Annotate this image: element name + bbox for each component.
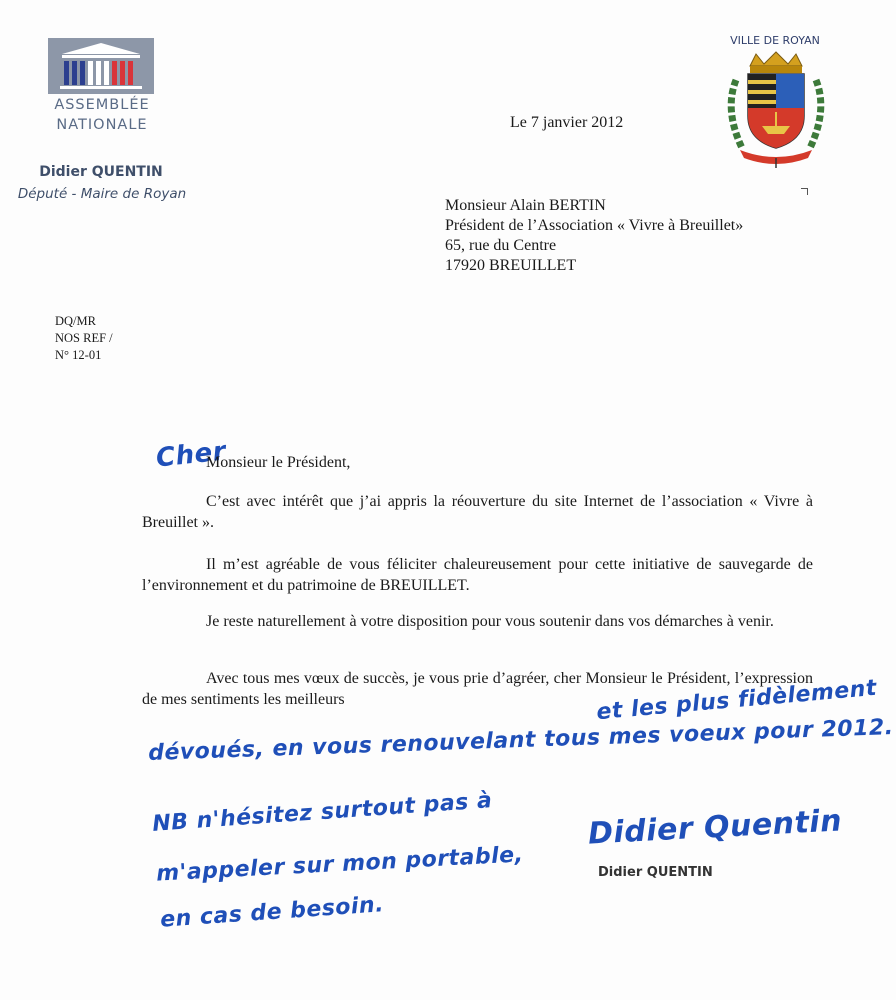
recipient-title: Président de l’Association « Vivre à Breuillet» (445, 217, 744, 234)
fold-mark (801, 188, 808, 195)
reference-block (55, 313, 113, 364)
handwritten-signature: Didier Quentin (587, 803, 843, 852)
sender-name: Didier QUENTIN (39, 164, 163, 180)
salutation: Monsieur le Président, (206, 454, 351, 471)
institution-name-line2: NATIONALE (56, 117, 148, 133)
reference-initials: DQ/MR (55, 314, 96, 328)
sender-role: Député - Maire de Royan (17, 186, 187, 202)
assemblee-nationale-logo (48, 38, 156, 134)
institution-name-line1: ASSEMBLÉE (54, 97, 150, 113)
recipient-address (445, 196, 743, 276)
parliament-building-icon (48, 38, 154, 94)
handwritten-line-2: dévoués, en vous renouvelant tous mes voeux pour 2012. (147, 714, 894, 767)
recipient-street: 65, rue du Centre (445, 237, 557, 254)
body-paragraph-3: Je reste naturellement à votre disposition pour vous soutenir dans vos démarches à venir. (206, 613, 774, 630)
letter-date: Le 7 janvier 2012 (510, 114, 624, 131)
handwritten-line-1: et les plus fidèlement (595, 675, 878, 726)
city-name: VILLE DE ROYAN (730, 34, 820, 47)
reference-label: NOS REF / (55, 331, 113, 345)
body-paragraph-2: Il m’est agréable de vous féliciter chaleureusement pour cette initiative de sauvegarde de l’environnement et du patrimoine de BREUILLET. (142, 556, 813, 594)
recipient-city: 17920 BREUILLET (445, 257, 577, 274)
body-paragraph-1: C’est avec intérêt que j’ai appris la réouverture du site Internet de l’association « Vivre à Breuillet ». (142, 493, 813, 531)
handwritten-line-4: m'appeler sur mon portable, (155, 842, 525, 887)
recipient-name: Monsieur Alain BERTIN (445, 197, 606, 214)
body-paragraph-4: Avec tous mes vœux de succès, je vous prie d’agréer, cher Monsieur le Président, l’expression de mes sentiments les meilleurs (142, 670, 813, 708)
handwritten-line-3: NB n'hésitez surtout pas à (151, 788, 494, 837)
printed-signature-name: Didier QUENTIN (598, 865, 713, 880)
handwritten-line-5: en cas de besoin. (159, 892, 385, 933)
handwritten-greeting-prefix: Cher (154, 436, 228, 474)
city-crest-icon (722, 50, 830, 168)
reference-number: N° 12-01 (55, 348, 102, 362)
